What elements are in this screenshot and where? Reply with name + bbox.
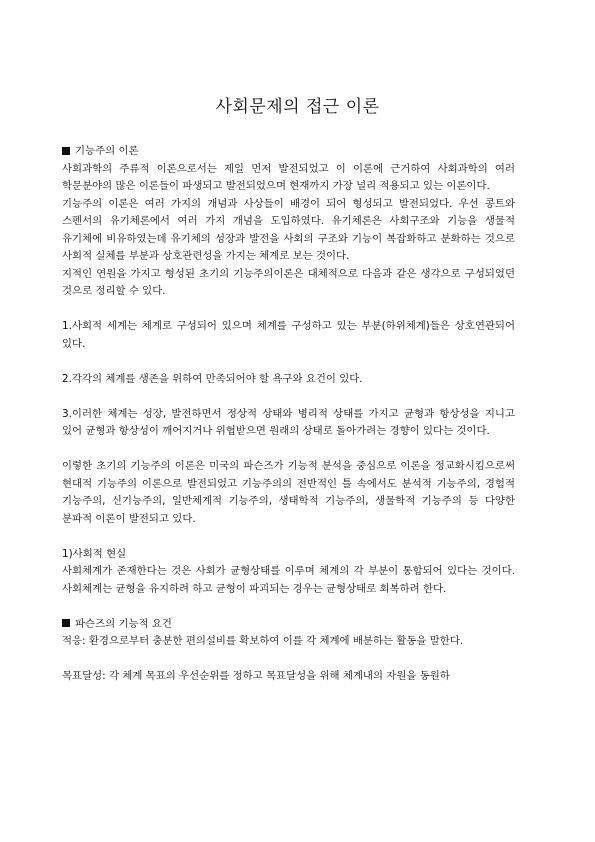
subsection-heading: 1)사회적 현실 (62, 547, 127, 560)
numbered-item-3: 3.이러한 체계는 성장, 발전하면서 정상적 상태와 병리적 상태를 가지고 균형과 항상성을 지니고 있어 균형과 항상성이 깨어지거나 위협받으면 원래의 상태로 돌아가려는 경향이 있다는 것이다. (62, 407, 515, 437)
paragraph: 목표달성: 각 체계 목표의 우선순위를 정하고 목표달성을 위해 체계내의 자원을 동원하 (62, 670, 450, 682)
section-heading-functionalism (62, 143, 515, 161)
spacer (62, 353, 515, 371)
section-heading-text: 파슨즈의 기능적 요건 (75, 617, 172, 630)
spacer (62, 528, 515, 546)
numbered-item-2: 2.각각의 체계를 생존을 위하여 만족되어야 할 욕구와 요건이 있다. (62, 372, 363, 385)
paragraph: 지적인 연원을 가지고 형성된 초기의 기능주의이론은 대체적으로 다음과 같은 생각으로 구성되었던 것으로 정리할 수 있다. (62, 267, 515, 297)
section-heading-parsons (62, 616, 515, 634)
paragraph: 이렇한 초기의 기능주의 이론은 미국의 파슨즈가 기능적 분석을 중심으로 이론을 정교화시킴으로써 현대적 기능주의 이론으로 발전되었고 기능주의의 전반적인 틀 속에서도 분석적 기능주의, 경험적 기능주의, 신기능주의, 일반체계적 기능주의, 생태학적 기능주의, 생물학적 기능주의 등 다양한 분파적 이론이 발전되고 있다. (62, 460, 515, 525)
paragraph: 적응: 환경으로부터 충분한 편의설비를 확보하여 이를 각 체계에 배분하는 활동을 말한다. (62, 635, 464, 647)
spacer (62, 441, 515, 459)
document-title: 사회문제의 접근 이론 (215, 97, 380, 117)
paragraph: 사회과학의 주류적 이론으로서는 제일 먼저 발전되었고 이 이론에 근거하여 사회과학의 여러 학문분야의 많은 이론들이 파생되고 발전되었으며 현재까지 가장 널리 적용되고 있는 이론이다. (62, 162, 515, 192)
paragraph: 사회체계가 존재한다는 것은 사회가 균형상태를 이루며 체계의 각 부분이 통합되어 있다는 것이다. 사회체계는 균형을 유지하려 하고 균형이 파괴되는 경우는 균형상태로 회복하려 한다. (62, 565, 515, 595)
paragraph: 기능주의 이론은 여러 가지의 개념과 사상들이 배경이 되어 형성되고 발전되었다. 우선 콩트와 스펜서의 유기체론에서 여러 가지 개념을 도입하였다. 유기체론은 사회구조와 기능을 생물적 유기체에 비유하였는데 유기체의 성장과 발전을 사회의 구조와 기능이 복잡화하고 분화하는 것으로 사회적 실체를 부분과 상호관련성을 가지는 체계로 보는 것이다. (62, 197, 515, 262)
spacer (62, 301, 515, 319)
square-bullet-icon (62, 147, 70, 155)
spacer (62, 598, 515, 616)
square-bullet-icon (62, 619, 70, 627)
spacer (62, 388, 515, 406)
numbered-item-1: 1.사회적 세계는 체계로 구성되어 있으며 체계를 구성하고 있는 부분(하위체계)들은 상호연관되어 있다. (62, 320, 515, 350)
section-heading-text: 기능주의 이론 (75, 145, 139, 157)
spacer (62, 651, 515, 669)
